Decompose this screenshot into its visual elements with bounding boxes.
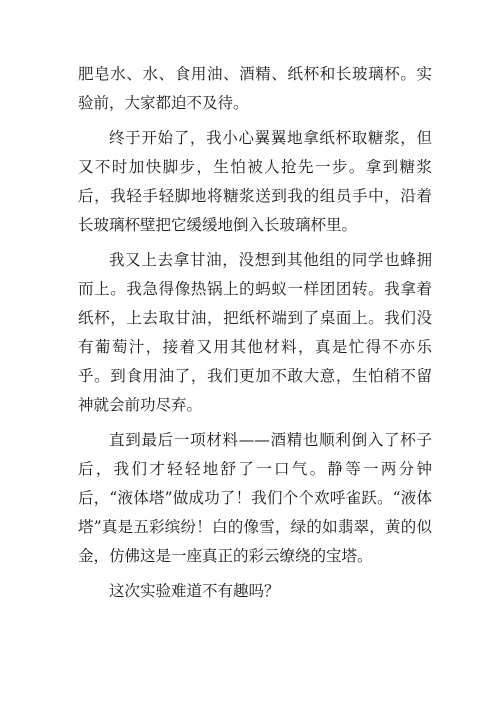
paragraph-1: 肥皂水、水、食用油、酒精、纸杯和长玻璃杯。实验前，大家都迫不及待。 [78,65,432,112]
document-page [78,60,432,612]
paragraph-2: 终于开始了，我小心翼翼地拿纸杯取糖浆，但又不时加快脚步，生怕被人抢先一步。拿到糖浆后，我轻手轻脚地将糖浆送到我的组员手中，沿着长玻璃杯壁把它缓缓地倒入长玻璃杯里。 [78,129,432,234]
paragraph-4: 直到最后一项材料——酒精也顺利倒入了杯子后，我们才轻轻地舒了一口气。静等一两分钟后，“液体塔”做成功了！我们个个欢呼雀跃。“液体塔”真是五彩缤纷！白的像雪，绿的如翡翠，黄的似金，仿佛这是一座真正的彩云缭绕的宝塔。 [78,431,432,565]
paragraph-5: 这次实验难道不有趣吗？ [109,582,280,600]
paragraph-3: 我又上去拿甘油，没想到其他组的同学也蜂拥而上。我急得像热锅上的蚂蚁一样团团转。我拿着纸杯，上去取甘油，把纸杯端到了桌面上。我们没有葡萄汁，接着又用其他材料，真是忙得不亦乐乎。到食用油了，我们更加不敢大意，生怕稍不留神就会前功尽弃。 [78,251,432,414]
